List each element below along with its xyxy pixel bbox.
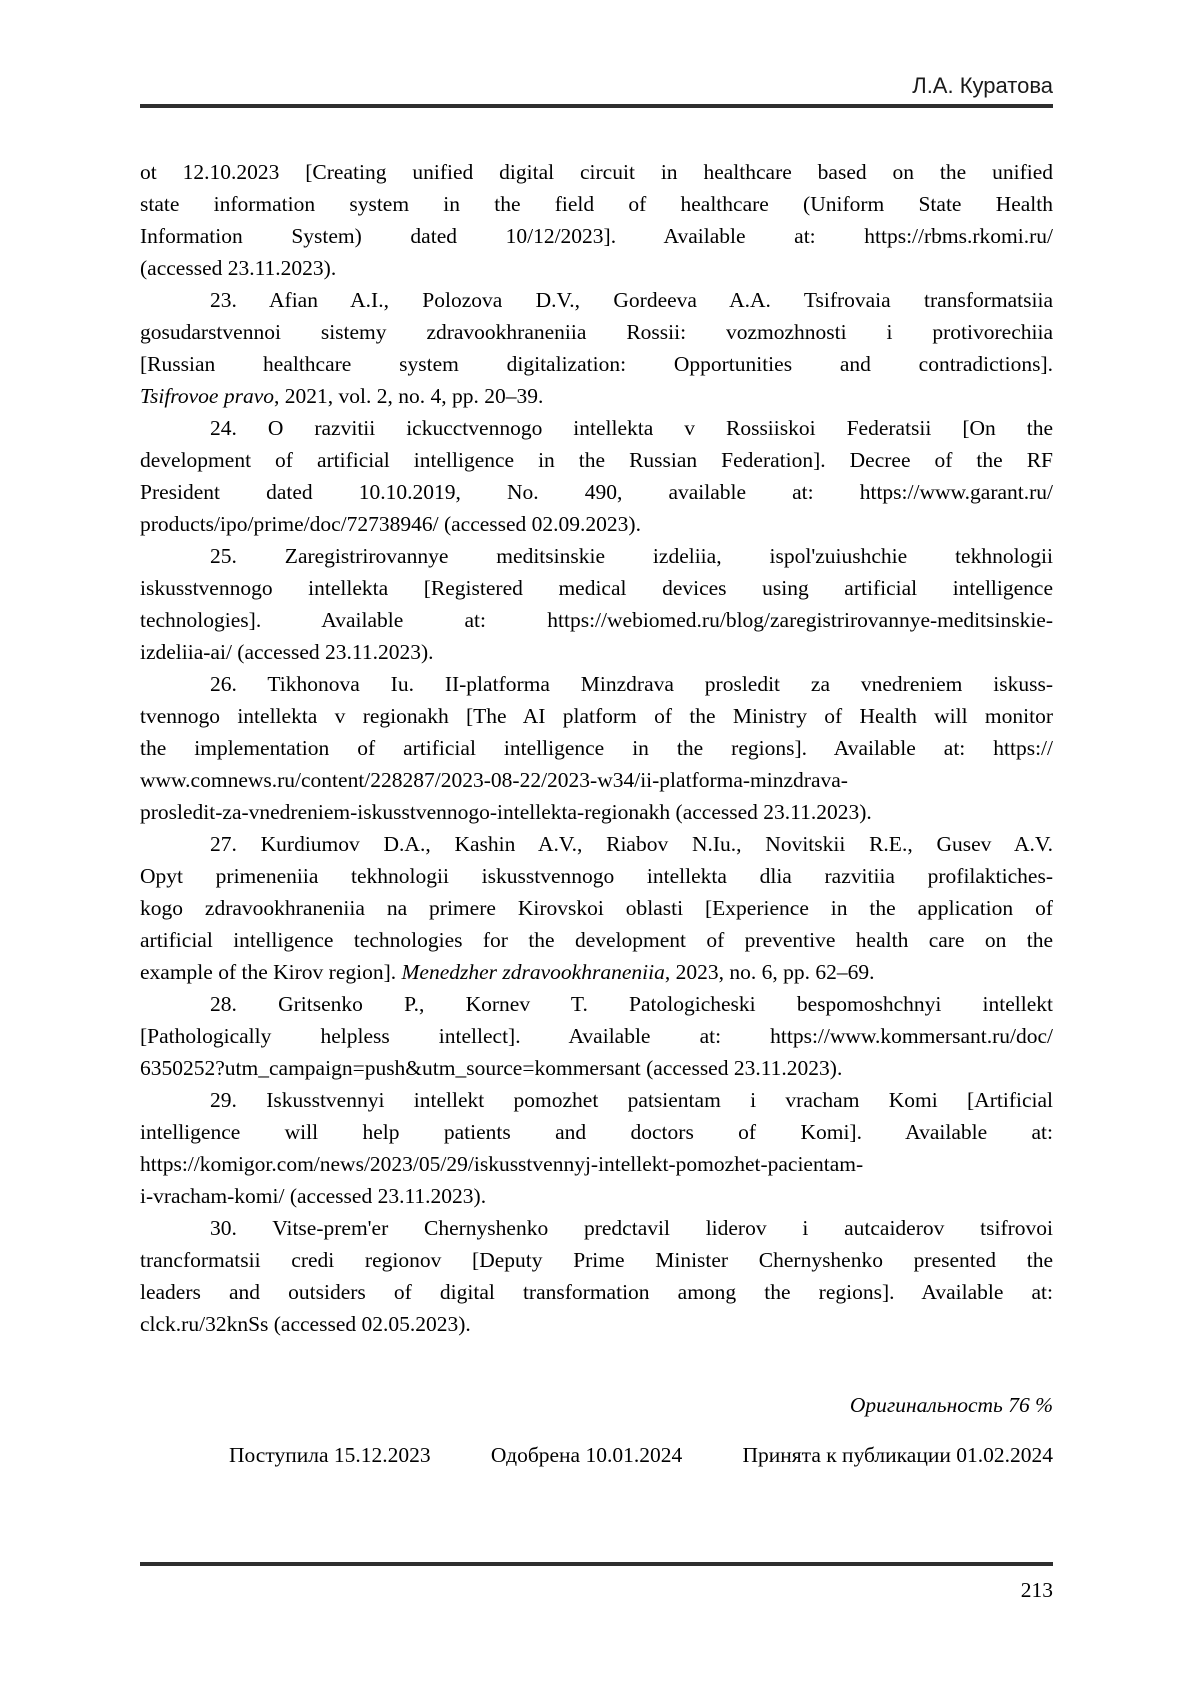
running-head-author: Л.А. Куратова [912, 73, 1053, 98]
reference-text: kogo zdravookhraneniia na primere Kirovskoi oblasti [Experience in the application of [140, 896, 1053, 920]
reference-text: https://komigor.com/news/2023/05/29/iskusstvennyj-intellekt-pomozhet-pacientam- [140, 1152, 864, 1176]
reference-text: [Pathologically helpless intellect]. Available at: https://www.kommersant.ru/doc/ [140, 1024, 1053, 1048]
date-accepted: Принята к публикации 01.02.2024 [742, 1443, 1053, 1467]
footer-rule [140, 1562, 1053, 1566]
reference-text: www.comnews.ru/content/228287/2023-08-22/2023-w34/ii-platforma-minzdrava- [140, 768, 848, 792]
reference-line [140, 636, 1053, 668]
reference-item [140, 828, 1053, 988]
reference-line [140, 956, 1053, 988]
reference-item [140, 284, 1053, 412]
reference-line [140, 444, 1053, 476]
reference-item [140, 668, 1053, 828]
reference-text: tvennogo intellekta v regionakh [The AI platform of the Ministry of Health will monitor [140, 704, 1053, 728]
reference-line [140, 1180, 1053, 1212]
reference-text: artificial intelligence technologies for the development of preventive health care on the [140, 928, 1053, 952]
date-received: Поступила 15.12.2023 [229, 1443, 431, 1467]
reference-line [140, 316, 1053, 348]
reference-line [140, 604, 1053, 636]
journal-title-italic: Menedzher zdravookhraneniia [401, 960, 665, 984]
reference-text: trancformatsii credi regionov [Deputy Prime Minister Chernyshenko presented the [140, 1248, 1053, 1272]
article-dates-row [229, 1441, 1053, 1469]
reference-text: , 2021, vol. 2, no. 4, pp. 20–39. [274, 384, 544, 408]
date-approved: Одобрена 10.01.2024 [490, 1443, 683, 1467]
reference-text: 28. Gritsenko P., Kornev T. Patologicheski bespomoshchnyi intellekt [210, 992, 1053, 1016]
reference-line [140, 156, 1053, 188]
reference-text: leaders and outsiders of digital transformation among the regions]. Available at: [140, 1280, 1053, 1304]
reference-line [140, 1212, 1053, 1244]
reference-line [140, 252, 1053, 284]
reference-line [140, 668, 1053, 700]
reference-text: clck.ru/32knSs (accessed 02.05.2023). [140, 1312, 471, 1336]
reference-line [140, 860, 1053, 892]
reference-text: intelligence will help patients and doctors of Komi]. Available at: [140, 1120, 1053, 1144]
reference-line [140, 1020, 1053, 1052]
reference-item [140, 1212, 1053, 1340]
reference-text: i-vracham-komi/ (accessed 23.11.2023). [140, 1184, 487, 1208]
reference-line [140, 1116, 1053, 1148]
reference-line [140, 988, 1053, 1020]
reference-line [140, 892, 1053, 924]
reference-text: iskusstvennogo intellekta [Registered medical devices using artificial intelligence [140, 576, 1053, 600]
reference-text: izdeliia-ai/ (accessed 23.11.2023). [140, 640, 434, 664]
reference-text: [Russian healthcare system digitalization: Opportunities and contradictions]. [140, 352, 1053, 376]
reference-line [140, 764, 1053, 796]
reference-line [140, 1148, 1053, 1180]
reference-text: state information system in the field of healthcare (Uniform State Health [140, 192, 1053, 216]
page-number: 213 [1020, 1578, 1053, 1602]
reference-line [140, 700, 1053, 732]
reference-text: the implementation of artificial intelligence in the regions]. Available at: https:// [140, 736, 1053, 760]
reference-item [140, 540, 1053, 668]
reference-line [140, 1276, 1053, 1308]
reference-line [140, 284, 1053, 316]
references-list [140, 156, 1053, 1340]
reference-text: President dated 10.10.2019, No. 490, available at: https://www.garant.ru/ [140, 480, 1053, 504]
reference-text: Information System) dated 10/12/2023]. Available at: https://rbms.rkomi.ru/ [140, 224, 1053, 248]
reference-text: 23. Afian A.I., Polozova D.V., Gordeeva A.A. Tsifrovaia transformatsiia [210, 288, 1053, 312]
reference-line [140, 348, 1053, 380]
reference-line [140, 380, 1053, 412]
reference-line [140, 1084, 1053, 1116]
journal-title-italic: Tsifrovoe pravo [140, 384, 274, 408]
reference-text: technologies]. Available at: https://webiomed.ru/blog/zaregistrirovannye-meditsinskie- [140, 608, 1053, 632]
reference-text: example of the Kirov region]. [140, 960, 402, 984]
reference-item [140, 1084, 1053, 1212]
reference-line [140, 476, 1053, 508]
reference-text: , 2023, no. 6, pp. 62–69. [664, 960, 875, 984]
reference-text: 30. Vitse-prem'er Chernyshenko predctavil liderov i autcaiderov tsifrovoi [210, 1216, 1053, 1240]
reference-text: 6350252?utm_campaign=push&utm_source=kommersant (accessed 23.11.2023). [140, 1056, 843, 1080]
reference-line [140, 1308, 1053, 1340]
reference-text: Opyt primeneniia tekhnologii iskusstvennogo intellekta dlia razvitiia profilaktiches- [140, 864, 1053, 888]
reference-line [140, 412, 1053, 444]
reference-text: gosudarstvennoi sistemy zdravookhraneniia Rossii: vozmozhnosti i protivorechiia [140, 320, 1053, 344]
reference-line [140, 220, 1053, 252]
reference-item [140, 156, 1053, 284]
reference-line [140, 1244, 1053, 1276]
reference-line [140, 924, 1053, 956]
reference-text: 26. Tikhonova Iu. II-platforma Minzdrava prosledit za vnedreniem iskuss- [210, 672, 1053, 696]
reference-line [140, 732, 1053, 764]
reference-text: 24. O razvitii ickucctvennogo intellekta v Rossiiskoi Federatsii [On the [210, 416, 1053, 440]
header-rule [140, 104, 1053, 108]
reference-item [140, 412, 1053, 540]
reference-line [140, 1052, 1053, 1084]
reference-line [140, 540, 1053, 572]
reference-line [140, 572, 1053, 604]
reference-text: ot 12.10.2023 [Creating unified digital circuit in healthcare based on the unified [140, 160, 1053, 184]
reference-text: 29. Iskusstvennyi intellekt pomozhet patsientam i vracham Komi [Artificial [210, 1088, 1053, 1112]
reference-line [140, 188, 1053, 220]
reference-text: (accessed 23.11.2023). [140, 256, 337, 280]
reference-text: products/ipo/prime/doc/72738946/ (accessed 02.09.2023). [140, 512, 641, 536]
reference-text: 27. Kurdiumov D.A., Kashin A.V., Riabov N.Iu., Novitskii R.E., Gusev A.V. [210, 832, 1053, 856]
reference-item [140, 988, 1053, 1084]
reference-line [140, 508, 1053, 540]
reference-line [140, 828, 1053, 860]
reference-text: prosledit-za-vnedreniem-iskusstvennogo-intellekta-regionakh (accessed 23.11.2023). [140, 800, 872, 824]
originality-note: Оригинальность 76 % [849, 1393, 1053, 1417]
reference-line [140, 796, 1053, 828]
reference-text: 25. Zaregistrirovannye meditsinskie izdeliia, ispol'zuiushchie tekhnologii [210, 544, 1053, 568]
reference-text: development of artificial intelligence in the Russian Federation]. Decree of the RF [140, 448, 1053, 472]
